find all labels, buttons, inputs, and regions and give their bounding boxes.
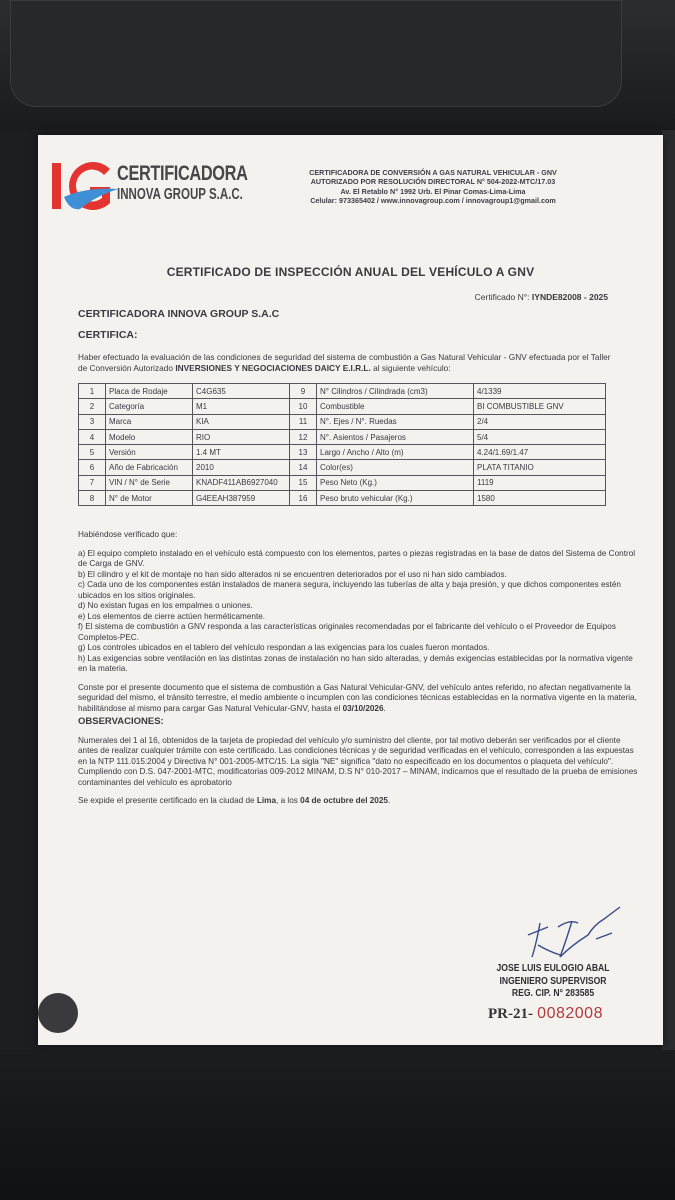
vehicle-row xyxy=(79,399,606,414)
vehicle-row xyxy=(79,414,606,429)
issue-text-mid: , a los xyxy=(276,796,301,805)
vehicle-cell-n2: 9 xyxy=(290,384,317,399)
vehicle-cell-l1: N° de Motor xyxy=(106,491,193,506)
certificate-body xyxy=(78,530,638,807)
vehicle-cell-l2: Largo / Ancho / Alto (m) xyxy=(317,445,474,460)
serial-prefix: PR-21- xyxy=(488,1006,533,1022)
vehicle-cell-n2: 13 xyxy=(290,445,317,460)
brand-name: CERTIFICADORA xyxy=(117,162,248,185)
dark-object xyxy=(10,0,622,107)
check-item-g: g) Los controles ubicados en el tablero del vehículo respondan a las exigencias para los cuales fueron montados. xyxy=(78,643,490,652)
document-title: CERTIFICADO DE INSPECCIÓN ANUAL DEL VEHÍCULO A GNV xyxy=(166,265,535,279)
vehicle-cell-v1: C4G635 xyxy=(193,384,290,399)
vehicle-cell-v1: KNADF411AB6927040 xyxy=(193,475,290,490)
vehicle-cell-n2: 12 xyxy=(290,429,317,444)
certificate-number xyxy=(475,292,608,302)
vehicle-cell-n1: 6 xyxy=(79,460,106,475)
vehicle-cell-n2: 16 xyxy=(290,491,317,506)
vehicle-cell-n1: 5 xyxy=(79,445,106,460)
vehicle-cell-v2: BI COMBUSTIBLE GNV xyxy=(474,399,606,414)
background-top xyxy=(0,0,675,130)
serial-number xyxy=(488,1005,603,1023)
vehicle-cell-l2: N° Cilindros / Cilindrada (cm3) xyxy=(317,384,474,399)
vehicle-row xyxy=(79,491,606,506)
certificate-label: Certificado N°: xyxy=(474,292,530,302)
vehicle-cell-l2: Color(es) xyxy=(317,460,474,475)
vehicle-cell-n2: 11 xyxy=(290,414,317,429)
serial-value: 0082008 xyxy=(537,1005,603,1022)
valid-until-date: 03/10/2026 xyxy=(342,703,384,713)
vehicle-cell-l2: Combustible xyxy=(317,399,474,414)
check-item-c: c) Cada uno de los componentes están instalados de manera segura, incluyendo las tuberías de alta y baja presión, y que dichos componentes estén ubicados en los sitios originales. xyxy=(78,580,621,600)
vehicle-cell-n1: 4 xyxy=(79,429,106,444)
vehicle-cell-v1: M1 xyxy=(193,399,290,414)
verified-intro: Habiéndose verificado que: xyxy=(78,530,178,539)
header-line: Av. El Retablo N° 1992 Urb. El Pinar Comas-Lima-Lima xyxy=(340,186,526,196)
vehicle-cell-l1: Modelo xyxy=(106,429,193,444)
header-line: Celular: 973365402 / www.innovagroup.com / innovagroup1@gmail.com xyxy=(310,196,556,206)
certificate-value: IYNDE82008 - 2025 xyxy=(531,292,608,302)
certifica-heading: CERTIFICA: xyxy=(78,329,138,341)
issue-date: 04 de octubre del 2025 xyxy=(300,796,388,805)
background-right xyxy=(662,130,675,1060)
observations-title: OBSERVACIONES: xyxy=(78,716,164,727)
vehicle-cell-n1: 8 xyxy=(79,491,106,506)
vehicle-cell-v2: 1580 xyxy=(474,491,606,506)
ig-logo-icon xyxy=(50,157,122,215)
vehicle-cell-v1: KIA xyxy=(193,414,290,429)
check-item-h: h) Las exigencias sobre ventilación en las distintas zonas de instalación no han sido alteradas, y demás exigencias establecidas por la normativa vigente en la materia. xyxy=(78,653,633,673)
issue-text: Se expide el presente certificado en la ciudad de xyxy=(78,796,257,805)
vehicle-cell-l2: Peso Neto (Kg.) xyxy=(317,475,474,490)
issue-city: Lima xyxy=(256,796,277,805)
conste-text: Conste por el presente documento que el sistema de combustión a Gas Natural Vehicular-GNV, del vehículo antes referido, no afectan negativamente la seguridad del mismo, el tránsito terrestre, el medio ambiente o incumplen con las condiciones técnicas establecidas en la normativa vigente en la materia, habilitándose al mismo para cargar Gas Natural Vehicular-GNV, hasta el xyxy=(78,682,637,713)
vehicle-cell-v2: PLATA TITANIO xyxy=(474,460,606,475)
conste-end: . xyxy=(383,703,386,713)
vehicle-cell-n1: 3 xyxy=(79,414,106,429)
vehicle-row xyxy=(79,384,606,399)
vehicle-cell-n2: 14 xyxy=(290,460,317,475)
vehicle-cell-v1: 1.4 MT xyxy=(193,445,290,460)
vehicle-cell-v1: RIO xyxy=(193,429,290,444)
check-item-f: f) El sistema de combustión a GNV responda a las características originales recomendadas por el fabricante del vehículo o el Proveedor de Equipos Completos-PEC. xyxy=(78,622,616,642)
vehicle-cell-l1: Marca xyxy=(106,414,193,429)
vehicle-cell-l2: N°. Ejes / N°. Ruedas xyxy=(317,414,474,429)
vehicle-cell-n2: 15 xyxy=(290,475,317,490)
handwritten-signature xyxy=(508,905,658,965)
observation-1: Numerales del 1 al 16, obtenidos de la tarjeta de propiedad del vehículo y/o suministro del cliente, por tal motivo deberán ser verificados por el cliente antes de realizar cualquier trámite con este certificado. Las condiciones técnicas y de seguridad verificadas en el vehículo, corresponden a las expuestas en la NTP 111.015:2004 y Directiva N° 001-2005-MTC/15. La sigla "NE" significa "dato no especificado en los documentos o plaqueta del vehículo". xyxy=(78,735,634,766)
vehicle-cell-v2: 4/1339 xyxy=(474,384,606,399)
company-name: CERTIFICADORA INNOVA GROUP S.A.C xyxy=(78,308,280,320)
signatory-block xyxy=(468,962,638,1000)
check-item-a: a) El equipo completo instalado en el vehículo está compuesto con los elementos, partes o piezas registradas en la base de datos del Sistema de Control de Carga de GNV. xyxy=(78,548,636,568)
signatory-registry: REG. CIP. N° 283585 xyxy=(511,987,595,999)
vehicle-cell-v2: 4.24/1.69/1.47 xyxy=(474,445,606,460)
vehicle-cell-v2: 1119 xyxy=(474,475,606,490)
background-bottom xyxy=(0,1050,675,1200)
vehicle-row xyxy=(79,475,606,490)
vehicle-cell-v2: 5/4 xyxy=(474,429,606,444)
company-logo xyxy=(50,157,248,217)
intro-text: Haber efectuado la evaluación de las condiciones de seguridad del sistema de combustión a Gas Natural Vehicular - GNV efectuada por el Taller de Conversión Autorizado xyxy=(78,352,611,373)
vehicle-table xyxy=(78,383,606,506)
vehicle-cell-v2: 2/4 xyxy=(474,414,606,429)
check-item-d: d) No existan fugas en los empalmes o uniones. xyxy=(78,601,253,610)
conste-paragraph xyxy=(78,683,638,715)
punch-hole xyxy=(38,993,78,1033)
issue-text-end: . xyxy=(387,796,391,805)
check-item-e: e) Los elementos de cierre actúen herméticamente. xyxy=(78,611,266,621)
vehicle-cell-v1: G4EEAH387959 xyxy=(193,491,290,506)
vehicle-cell-l1: VIN / N° de Serie xyxy=(106,475,193,490)
intro-text-end: al siguiente vehículo: xyxy=(370,362,451,373)
vehicle-cell-l1: Versión xyxy=(106,445,193,460)
vehicle-cell-l2: Peso bruto vehicular (Kg.) xyxy=(317,491,474,506)
workshop-name: INVERSIONES Y NEGOCIACIONES DAICY E.I.R.L. xyxy=(175,362,371,373)
signatory-name: JOSE LUIS EULOGIO ABAL xyxy=(496,962,610,974)
header-info xyxy=(278,168,588,206)
vehicle-cell-n1: 7 xyxy=(79,475,106,490)
issue-statement xyxy=(78,796,638,807)
vehicle-cell-l1: Placa de Rodaje xyxy=(106,384,193,399)
observation-2: Cumpliendo con D.S. 047-2001-MTC, modificatorias 009-2012 MINAM, D.S N° 010-2017 – MINAM, indicamos que el resultado de la prueba de emisiones contaminantes del vehículo es aprobatorio xyxy=(78,767,638,787)
vehicle-cell-l1: Categoría xyxy=(106,399,193,414)
brand-subname: INNOVA GROUP S.A.C. xyxy=(117,186,243,203)
intro-paragraph xyxy=(78,352,618,373)
vehicle-row xyxy=(79,445,606,460)
vehicle-row xyxy=(79,460,606,475)
check-item-b: b) El cilindro y el kit de montaje no han sido alterados ni se encuentren deteriorados por el uso ni han sido cambiados. xyxy=(78,569,507,579)
vehicle-cell-n2: 10 xyxy=(290,399,317,414)
vehicle-cell-n1: 2 xyxy=(79,399,106,414)
header-line: AUTORIZADO POR RESOLUCIÓN DIRECTORAL N° 504-2022-MTC/17.03 xyxy=(310,177,556,187)
vehicle-cell-l2: N°. Asientos / Pasajeros xyxy=(317,429,474,444)
vehicle-cell-n1: 1 xyxy=(79,384,106,399)
vehicle-row xyxy=(79,429,606,444)
header-line: CERTIFICADORA DE CONVERSIÓN A GAS NATURAL VEHICULAR - GNV xyxy=(309,168,557,177)
certificate-sheet xyxy=(38,135,663,1045)
vehicle-cell-l1: Año de Fabricación xyxy=(106,460,193,475)
vehicle-cell-v1: 2010 xyxy=(193,460,290,475)
signatory-role: INGENIERO SUPERVISOR xyxy=(499,974,607,987)
